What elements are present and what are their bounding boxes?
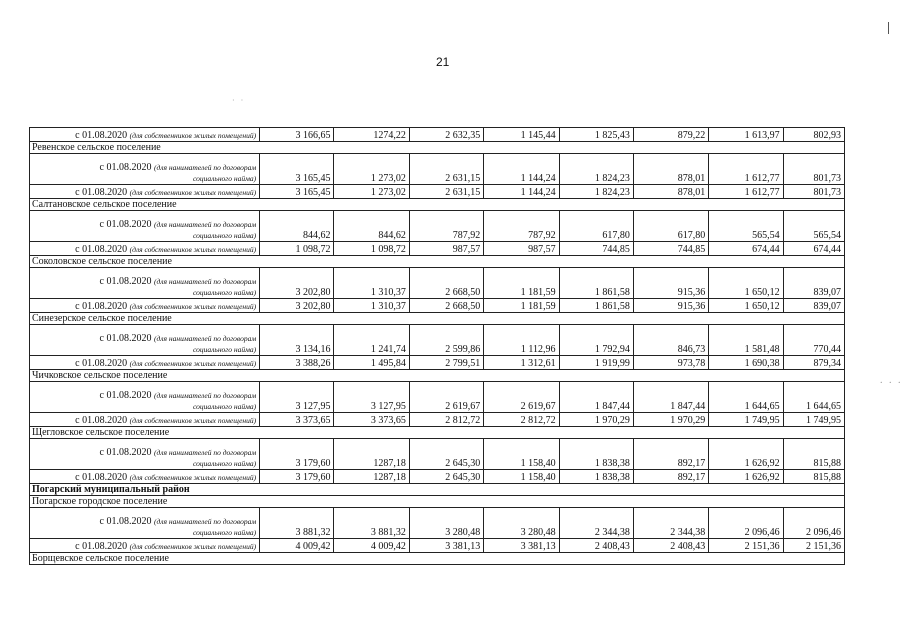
tariff-value: 2 631,15 bbox=[409, 154, 483, 185]
row-label-date: с 01.08.2020 bbox=[99, 219, 152, 230]
tariff-value: 1 690,38 bbox=[709, 356, 783, 370]
row-label-note: (для нанимателей по договорам bbox=[153, 277, 257, 286]
tariff-value: 1 970,29 bbox=[559, 413, 633, 427]
tariff-value: 3 373,65 bbox=[260, 413, 334, 427]
row-label-note: (для нанимателей по договорам bbox=[153, 448, 257, 457]
row-label-note: (для нанимателей по договорам bbox=[153, 334, 257, 343]
tariff-value: 1287,18 bbox=[334, 439, 409, 470]
tariff-row bbox=[30, 299, 845, 313]
settlement-heading: Погарское городское поселение bbox=[30, 496, 845, 508]
row-label-date: с 01.08.2020 bbox=[75, 358, 128, 369]
tariff-value: 1 644,65 bbox=[783, 382, 844, 413]
tariff-value: 4 009,42 bbox=[334, 539, 409, 553]
tariff-value: 2 619,67 bbox=[409, 382, 483, 413]
row-label-note: (для нанимателей по договорам bbox=[153, 517, 257, 526]
settlement-heading: Борщевское сельское поселение bbox=[30, 553, 845, 565]
settlement-heading: Салтановское сельское поселение bbox=[30, 199, 845, 211]
settlement-heading: Чичковское сельское поселение bbox=[30, 370, 845, 382]
row-label-date: с 01.08.2020 bbox=[75, 472, 128, 483]
settlement-heading: Ревенское сельское поселение bbox=[30, 142, 845, 154]
tariff-value: 1 749,95 bbox=[783, 413, 844, 427]
row-label-note: (для собственников жилых помещений) bbox=[129, 542, 257, 551]
row-label-date: с 01.08.2020 bbox=[99, 333, 152, 344]
tariff-value: 1 626,92 bbox=[709, 439, 783, 470]
tariff-value: 3 179,60 bbox=[260, 439, 334, 470]
tariff-value: 1 241,74 bbox=[334, 325, 409, 356]
tariff-value: 2 599,86 bbox=[409, 325, 483, 356]
row-label-date: с 01.08.2020 bbox=[99, 447, 152, 458]
row-label-line1 bbox=[33, 276, 256, 287]
scan-artifact: . . . bbox=[880, 375, 903, 386]
tariff-value: 3 381,13 bbox=[484, 539, 559, 553]
row-label-note: социального найма) bbox=[193, 174, 257, 183]
row-label-line2 bbox=[33, 173, 256, 184]
tariff-row bbox=[30, 539, 845, 553]
tariff-value: 1 145,44 bbox=[484, 128, 559, 142]
tariff-value: 1 613,97 bbox=[709, 128, 783, 142]
tariff-value: 2 812,72 bbox=[484, 413, 559, 427]
tariff-value: 1 181,59 bbox=[484, 268, 559, 299]
tariff-value: 3 881,32 bbox=[260, 508, 334, 539]
tariff-value: 815,88 bbox=[783, 439, 844, 470]
tariff-row bbox=[30, 508, 845, 539]
tariff-value: 1 581,48 bbox=[709, 325, 783, 356]
tariff-value: 2 632,35 bbox=[409, 128, 483, 142]
settlement-heading: Соколовское сельское поселение bbox=[30, 256, 845, 268]
tariff-value: 3 134,16 bbox=[260, 325, 334, 356]
tariff-value: 565,54 bbox=[783, 211, 844, 242]
tariff-value: 1 112,96 bbox=[484, 325, 559, 356]
tariff-value: 1 273,02 bbox=[334, 154, 409, 185]
tariff-value: 1 098,72 bbox=[260, 242, 334, 256]
tariff-value: 1 312,61 bbox=[484, 356, 559, 370]
tariff-value: 2 408,43 bbox=[633, 539, 708, 553]
tariff-value: 844,62 bbox=[334, 211, 409, 242]
tariff-row bbox=[30, 356, 845, 370]
section-row bbox=[30, 496, 845, 508]
tariff-value: 1 838,38 bbox=[559, 470, 633, 484]
tariff-value: 1 273,02 bbox=[334, 185, 409, 199]
tariff-value: 1 644,65 bbox=[709, 382, 783, 413]
tariff-row bbox=[30, 128, 845, 142]
settlement-heading: Щегловское сельское поселение bbox=[30, 427, 845, 439]
tariff-row bbox=[30, 211, 845, 242]
tariff-value: 801,73 bbox=[783, 154, 844, 185]
tariff-value: 1 144,24 bbox=[484, 185, 559, 199]
row-label-date: с 01.08.2020 bbox=[99, 276, 152, 287]
tariff-row bbox=[30, 439, 845, 470]
tariff-value: 3 127,95 bbox=[334, 382, 409, 413]
row-label-line2 bbox=[33, 287, 256, 298]
tariff-value: 844,62 bbox=[260, 211, 334, 242]
tariff-value: 1 310,37 bbox=[334, 268, 409, 299]
tariff-value: 2 645,30 bbox=[409, 470, 483, 484]
row-label-date: с 01.08.2020 bbox=[75, 187, 128, 198]
district-heading: Погарский муниципальный район bbox=[30, 484, 845, 496]
row-label bbox=[30, 439, 260, 470]
row-label-date: с 01.08.2020 bbox=[75, 244, 128, 255]
tariff-value: 787,92 bbox=[409, 211, 483, 242]
tariff-value: 915,36 bbox=[633, 299, 708, 313]
tariff-value: 2 812,72 bbox=[409, 413, 483, 427]
tariff-value: 879,22 bbox=[633, 128, 708, 142]
row-label-note: (для собственников жилых помещений) bbox=[129, 302, 257, 311]
row-label-line2 bbox=[33, 230, 256, 241]
tariff-value: 617,80 bbox=[633, 211, 708, 242]
tariff-value: 987,57 bbox=[484, 242, 559, 256]
tariff-value: 2 408,43 bbox=[559, 539, 633, 553]
row-label-date: с 01.08.2020 bbox=[75, 415, 128, 426]
tariff-row bbox=[30, 325, 845, 356]
tariff-value: 2 151,36 bbox=[783, 539, 844, 553]
tariff-value: 815,88 bbox=[783, 470, 844, 484]
row-label-line1 bbox=[33, 390, 256, 401]
tariff-value: 3 881,32 bbox=[334, 508, 409, 539]
tariff-value: 674,44 bbox=[709, 242, 783, 256]
tariff-value: 3 280,48 bbox=[409, 508, 483, 539]
section-row bbox=[30, 199, 845, 211]
tariff-value: 744,85 bbox=[559, 242, 633, 256]
tariff-value: 1274,22 bbox=[334, 128, 409, 142]
tariff-value: 1 824,23 bbox=[559, 154, 633, 185]
row-label-note: (для собственников жилых помещений) bbox=[129, 416, 257, 425]
row-label-note: социального найма) bbox=[193, 231, 257, 240]
tariff-value: 915,36 bbox=[633, 268, 708, 299]
row-label bbox=[30, 539, 260, 553]
tariff-value: 4 009,42 bbox=[260, 539, 334, 553]
tariff-row bbox=[30, 242, 845, 256]
tariff-value: 1 310,37 bbox=[334, 299, 409, 313]
tariff-row bbox=[30, 185, 845, 199]
tariff-value: 3 280,48 bbox=[484, 508, 559, 539]
tariff-row bbox=[30, 382, 845, 413]
row-label-note: социального найма) bbox=[193, 459, 257, 468]
tariff-value: 802,93 bbox=[783, 128, 844, 142]
tariff-value: 1 825,43 bbox=[559, 128, 633, 142]
row-label bbox=[30, 413, 260, 427]
row-label-date: с 01.08.2020 bbox=[75, 130, 128, 141]
row-label-date: с 01.08.2020 bbox=[99, 162, 152, 173]
tariff-value: 1 838,38 bbox=[559, 439, 633, 470]
tariff-value: 839,07 bbox=[783, 299, 844, 313]
tariff-value: 2 619,67 bbox=[484, 382, 559, 413]
tariff-value: 1 626,92 bbox=[709, 470, 783, 484]
row-label-date: с 01.08.2020 bbox=[75, 541, 128, 552]
row-label-note: (для собственников жилых помещений) bbox=[129, 131, 257, 140]
tariff-value: 1 098,72 bbox=[334, 242, 409, 256]
tariff-value: 1 792,94 bbox=[559, 325, 633, 356]
tariff-row bbox=[30, 470, 845, 484]
tariff-value: 617,80 bbox=[559, 211, 633, 242]
row-label bbox=[30, 211, 260, 242]
section-row bbox=[30, 142, 845, 154]
tariff-value: 1 612,77 bbox=[709, 185, 783, 199]
row-label bbox=[30, 356, 260, 370]
tariff-value: 3 165,45 bbox=[260, 154, 334, 185]
tariff-value: 1 861,58 bbox=[559, 268, 633, 299]
scan-artifact: · · bbox=[232, 96, 246, 105]
tariff-value: 3 127,95 bbox=[260, 382, 334, 413]
section-row bbox=[30, 313, 845, 325]
tariff-value: 787,92 bbox=[484, 211, 559, 242]
tariff-value: 892,17 bbox=[633, 470, 708, 484]
tariff-value: 1 970,29 bbox=[633, 413, 708, 427]
tariff-value: 1 612,77 bbox=[709, 154, 783, 185]
tariff-value: 1 158,40 bbox=[484, 470, 559, 484]
tariff-value: 2 344,38 bbox=[633, 508, 708, 539]
tariff-value: 878,01 bbox=[633, 185, 708, 199]
tariff-value: 879,34 bbox=[783, 356, 844, 370]
tariff-value: 2 668,50 bbox=[409, 268, 483, 299]
tariff-value: 1287,18 bbox=[334, 470, 409, 484]
section-row bbox=[30, 427, 845, 439]
row-label-date: с 01.08.2020 bbox=[99, 516, 152, 527]
tariff-value: 892,17 bbox=[633, 439, 708, 470]
tariff-value: 2 151,36 bbox=[709, 539, 783, 553]
row-label-note: социального найма) bbox=[193, 288, 257, 297]
row-label-note: (для нанимателей по договорам bbox=[153, 391, 257, 400]
tariff-value: 3 202,80 bbox=[260, 268, 334, 299]
section-row bbox=[30, 484, 845, 496]
tariff-value: 3 381,13 bbox=[409, 539, 483, 553]
tariff-value: 2 668,50 bbox=[409, 299, 483, 313]
tariff-value: 839,07 bbox=[783, 268, 844, 299]
row-label-line1 bbox=[33, 447, 256, 458]
row-label-note: (для собственников жилых помещений) bbox=[129, 245, 257, 254]
tariff-value: 3 165,45 bbox=[260, 185, 334, 199]
row-label-date: с 01.08.2020 bbox=[99, 390, 152, 401]
settlement-heading: Синезерское сельское поселение bbox=[30, 313, 845, 325]
tariff-value: 2 631,15 bbox=[409, 185, 483, 199]
tariff-value: 744,85 bbox=[633, 242, 708, 256]
row-label bbox=[30, 508, 260, 539]
tariff-value: 2 645,30 bbox=[409, 439, 483, 470]
tariff-value: 2 799,51 bbox=[409, 356, 483, 370]
tariff-value: 1 144,24 bbox=[484, 154, 559, 185]
tariff-value: 1 824,23 bbox=[559, 185, 633, 199]
row-label-line1 bbox=[33, 162, 256, 173]
row-label bbox=[30, 382, 260, 413]
row-label bbox=[30, 325, 260, 356]
tariff-value: 2 096,46 bbox=[709, 508, 783, 539]
tariff-value: 1 749,95 bbox=[709, 413, 783, 427]
row-label-line1 bbox=[33, 219, 256, 230]
row-label-note: (для собственников жилых помещений) bbox=[129, 473, 257, 482]
row-label-note: социального найма) bbox=[193, 402, 257, 411]
section-row bbox=[30, 553, 845, 565]
tariff-value: 801,73 bbox=[783, 185, 844, 199]
row-label bbox=[30, 299, 260, 313]
tariff-value: 2 096,46 bbox=[783, 508, 844, 539]
row-label-line2 bbox=[33, 401, 256, 412]
tariff-value: 3 202,80 bbox=[260, 299, 334, 313]
row-label-line2 bbox=[33, 458, 256, 469]
section-row bbox=[30, 370, 845, 382]
row-label-line2 bbox=[33, 344, 256, 355]
tariff-value: 674,44 bbox=[783, 242, 844, 256]
row-label-note: (для нанимателей по договорам bbox=[153, 163, 257, 172]
page-number: 21 bbox=[436, 55, 450, 69]
scan-edge-mark bbox=[888, 22, 889, 34]
tariff-value: 3 166,65 bbox=[260, 128, 334, 142]
tariff-row bbox=[30, 413, 845, 427]
row-label bbox=[30, 185, 260, 199]
row-label-note: (для собственников жилых помещений) bbox=[129, 359, 257, 368]
tariff-value: 973,78 bbox=[633, 356, 708, 370]
row-label-note: социального найма) bbox=[193, 528, 257, 537]
tariff-value: 3 373,65 bbox=[334, 413, 409, 427]
tariff-value: 1 650,12 bbox=[709, 299, 783, 313]
row-label bbox=[30, 268, 260, 299]
tariff-value: 565,54 bbox=[709, 211, 783, 242]
tariff-value: 1 861,58 bbox=[559, 299, 633, 313]
tariff-value: 1 847,44 bbox=[559, 382, 633, 413]
row-label-line2 bbox=[33, 527, 256, 538]
tariff-value: 878,01 bbox=[633, 154, 708, 185]
tariff-row bbox=[30, 154, 845, 185]
row-label-line1 bbox=[33, 516, 256, 527]
tariff-value: 3 388,26 bbox=[260, 356, 334, 370]
row-label bbox=[30, 128, 260, 142]
tariff-value: 770,44 bbox=[783, 325, 844, 356]
tariff-row bbox=[30, 268, 845, 299]
row-label bbox=[30, 242, 260, 256]
tariff-value: 1 158,40 bbox=[484, 439, 559, 470]
row-label-note: социального найма) bbox=[193, 345, 257, 354]
tariff-value: 846,73 bbox=[633, 325, 708, 356]
row-label bbox=[30, 470, 260, 484]
section-row bbox=[30, 256, 845, 268]
row-label-date: с 01.08.2020 bbox=[75, 301, 128, 312]
row-label-note: (для собственников жилых помещений) bbox=[129, 188, 257, 197]
tariff-value: 1 495,84 bbox=[334, 356, 409, 370]
tariff-value: 1 650,12 bbox=[709, 268, 783, 299]
row-label bbox=[30, 154, 260, 185]
tariff-value: 1 847,44 bbox=[633, 382, 708, 413]
tariff-value: 1 181,59 bbox=[484, 299, 559, 313]
tariff-table bbox=[29, 127, 845, 565]
tariff-value: 2 344,38 bbox=[559, 508, 633, 539]
row-label-line1 bbox=[33, 333, 256, 344]
tariff-value: 1 919,99 bbox=[559, 356, 633, 370]
tariff-value: 3 179,60 bbox=[260, 470, 334, 484]
row-label-note: (для нанимателей по договорам bbox=[153, 220, 257, 229]
tariff-value: 987,57 bbox=[409, 242, 483, 256]
